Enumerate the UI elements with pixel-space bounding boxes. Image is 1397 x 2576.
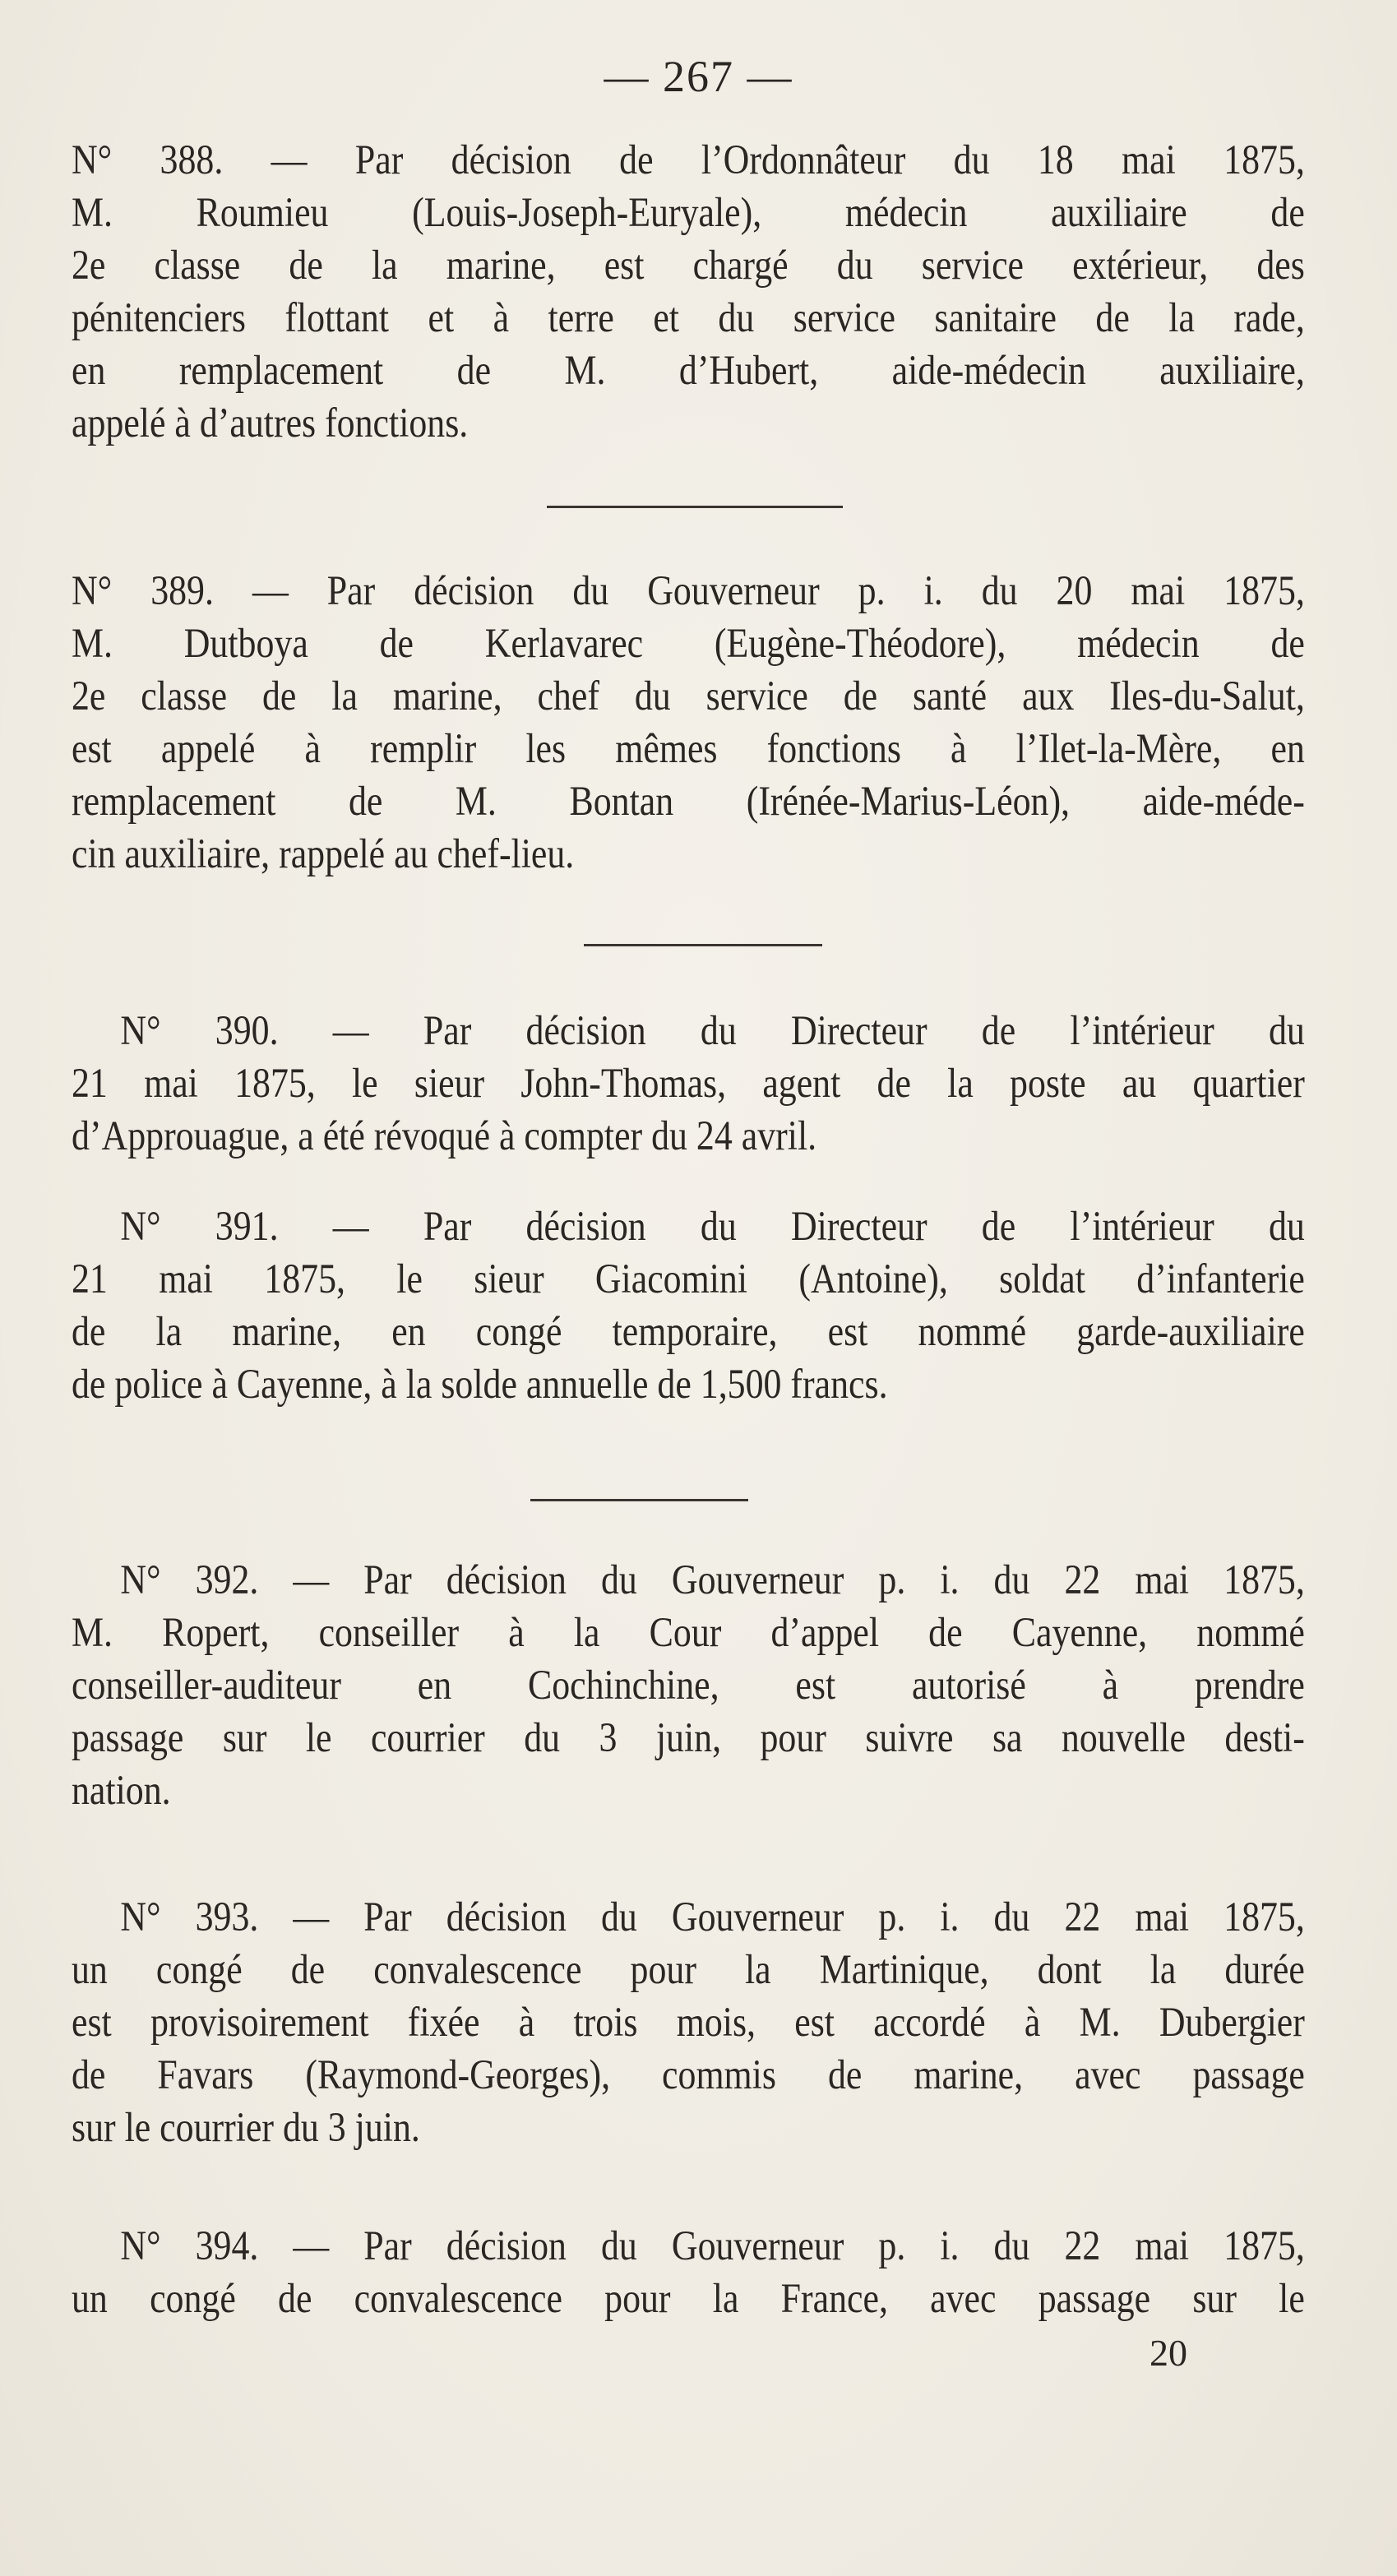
entry-line: M. Ropert, conseiller à la Cour d’appel de Cayenne, nommé xyxy=(72,1610,1305,1656)
entry-line: N° 388. — Par décision de l’Ordonnâteur du 18 mai 1875, xyxy=(72,137,1305,183)
entry-393 xyxy=(72,1891,1305,2154)
separator-rule xyxy=(584,944,822,946)
entry-line: de la marine, en congé temporaire, est nommé garde-auxiliaire xyxy=(72,1309,1305,1355)
entry-line: N° 391. — Par décision du Directeur de l’intérieur du xyxy=(120,1204,1305,1250)
entry-line: N° 390. — Par décision du Directeur de l’intérieur du xyxy=(120,1008,1305,1054)
entry-line: en remplacement de M. d’Hubert, aide-médecin auxiliaire, xyxy=(72,348,1305,394)
entry-line: un congé de convalescence pour la France, avec passage sur le xyxy=(72,2276,1305,2322)
entry-line: N° 393. — Par décision du Gouverneur p. i. du 22 mai 1875, xyxy=(120,1894,1305,1940)
entry-line: de police à Cayenne, à la solde annuelle de 1,500 francs. xyxy=(72,1362,888,1408)
entry-line: passage sur le courrier du 3 juin, pour suivre sa nouvelle desti- xyxy=(72,1715,1305,1761)
entry-391 xyxy=(72,1200,1305,1411)
entry-line: est appelé à remplir les mêmes fonctions à l’Ilet-la-Mère, en xyxy=(72,726,1305,772)
separator-rule xyxy=(530,1499,748,1501)
entry-line: N° 394. — Par décision du Gouverneur p. i. du 22 mai 1875, xyxy=(120,2223,1305,2269)
entry-line: 21 mai 1875, le sieur Giacomini (Antoine), soldat d’infanterie xyxy=(72,1256,1305,1302)
entry-line: 2e classe de la marine, est chargé du service extérieur, des xyxy=(72,243,1305,289)
entry-388 xyxy=(72,134,1305,450)
entry-line: d’Approuague, a été révoqué à compter du 24 avril. xyxy=(72,1113,817,1159)
entry-line: N° 392. — Par décision du Gouverneur p. i. du 22 mai 1875, xyxy=(120,1557,1305,1603)
signature-mark: 20 xyxy=(1150,2332,1187,2374)
page-number: — 267 — xyxy=(604,52,793,101)
entry-394 xyxy=(72,2220,1305,2325)
separator-rule xyxy=(547,506,843,508)
entry-line: de Favars (Raymond-Georges), commis de marine, avec passage xyxy=(72,2052,1305,2098)
entry-392 xyxy=(72,1554,1305,1817)
entry-line: est provisoirement fixée à trois mois, est accordé à M. Dubergier xyxy=(72,2000,1305,2046)
entry-line: N° 389. — Par décision du Gouverneur p. i. du 20 mai 1875, xyxy=(72,568,1305,614)
entry-line: un congé de convalescence pour la Martinique, dont la durée xyxy=(72,1947,1305,1993)
entry-line: cin auxiliaire, rappelé au chef-lieu. xyxy=(72,831,575,877)
entry-line: M. Dutboya de Kerlavarec (Eugène-Théodore), médecin de xyxy=(72,621,1305,667)
entry-line: appelé à d’autres fonctions. xyxy=(72,400,469,446)
entry-line: sur le courrier du 3 juin. xyxy=(72,2105,420,2151)
entry-line: remplacement de M. Bontan (Irénée-Marius-Léon), aide-méde- xyxy=(72,779,1305,825)
entry-line: conseiller-auditeur en Cochinchine, est autorisé à prendre xyxy=(72,1663,1305,1709)
entry-line: nation. xyxy=(72,1768,171,1814)
entry-line: 21 mai 1875, le sieur John-Thomas, agent de la poste au quartier xyxy=(72,1061,1305,1107)
entry-line: 2e classe de la marine, chef du service de santé aux Iles-du-Salut, xyxy=(72,673,1305,719)
entry-line: pénitenciers flottant et à terre et du service sanitaire de la rade, xyxy=(72,295,1305,341)
entry-389 xyxy=(72,565,1305,881)
entry-line: M. Roumieu (Louis-Joseph-Euryale), médecin auxiliaire de xyxy=(72,190,1305,236)
entry-390 xyxy=(72,1005,1305,1163)
